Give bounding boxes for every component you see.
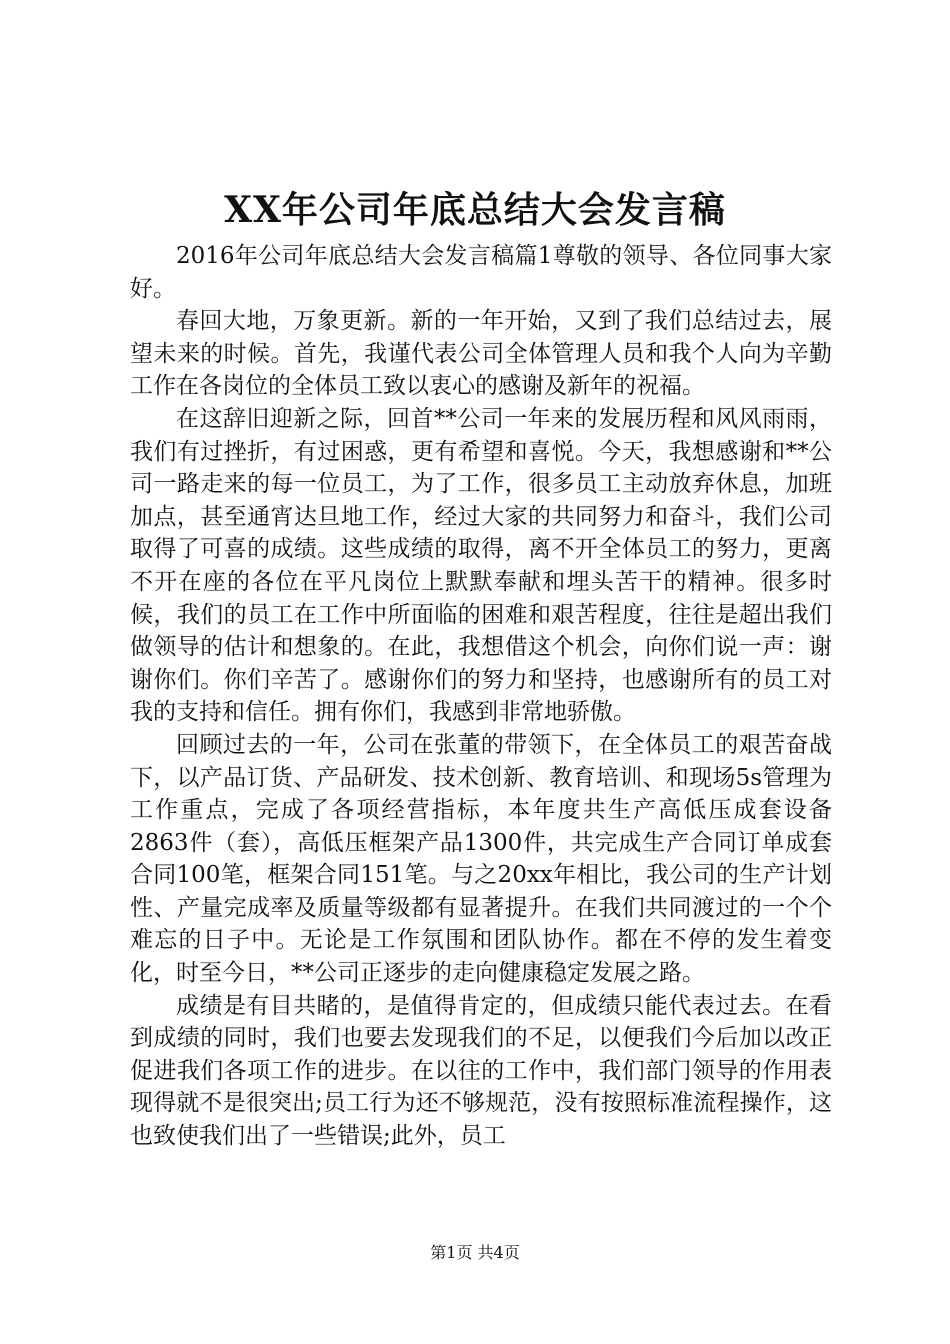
paragraph: 回顾过去的一年，公司在张董的带领下，在全体员工的艰苦奋战下，以产品订货、产品研发、技术创新、教育培训、和现场5s管理为工作重点，完成了各项经营指标，本年度共生产高低压成套设备2863件（套），高低压框架产品1300件，共完成生产合同订单成套合同100笔，框架合同151笔。与之20xx年相比，我公司的生产计划性、产量完成率及质量等级都有显著提升。在我们共同渡过的一个个难忘的日子中。无论是工作氛围和团队协作。都在不停的发生着变化，时至今日，**公司正逐步的走向健康稳定发展之路。 [130, 731, 832, 987]
page-number-footer: 第1页 共4页 [430, 1243, 520, 1262]
paragraph: 春回大地，万象更新。新的一年开始，又到了我们总结过去，展望未来的时候。首先，我谨代表公司全体管理人员和我个人向为辛勤工作在各岗位的全体员工致以衷心的感谢及新年的祝福。 [130, 308, 832, 400]
paragraph: 成绩是有目共睹的，是值得肯定的，但成绩只能代表过去。在看到成绩的同时，我们也要去发现我们的不足，以便我们今后加以改正促进我们各项工作的进步。在以往的工作中，我们部门领导的作用表现得就不是很突出;员工行为还不够规范，没有按照标准流程操作，这也致使我们出了一些错误;此外，员工 [130, 992, 832, 1150]
document-title: XX年公司年底总结大会发言稿 [224, 189, 726, 231]
paragraph: 在这辞旧迎新之际，回首**公司一年来的发展历程和风风雨雨，我们有过挫折，有过困惑，更有希望和喜悦。今天，我想感谢和**公司一路走来的每一位员工，为了工作，很多员工主动放弃休息，加班加点，甚至通宵达旦地工作，经过大家的共同努力和奋斗，我们公司取得了可喜的成绩。这些成绩的取得，离不开全体员工的努力，更离不开在座的各位在平凡岗位上默默奉献和埋头苦干的精神。很多时候，我们的员工在工作中所面临的困难和艰苦程度，往往是超出我们做领导的估计和想象的。在此，我想借这个机会，向你们说一声：谢谢你们。你们辛苦了。感谢你们的努力和坚持，也感谢所有的员工对我的支持和信任。拥有你们，我感到非常地骄傲。 [130, 405, 832, 726]
document-body [130, 240, 832, 1153]
paragraph: 2016年公司年底总结大会发言稿篇1尊敬的领导、各位同事大家好。 [130, 243, 832, 302]
